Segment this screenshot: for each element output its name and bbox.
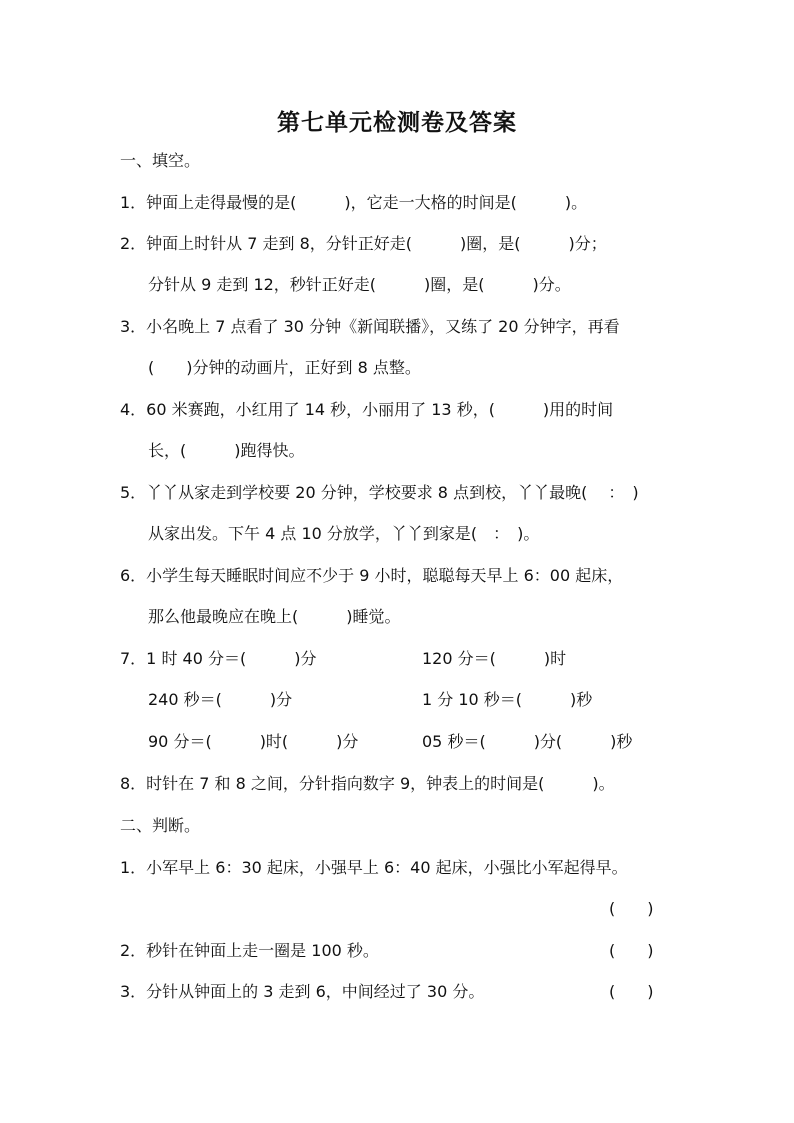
question-2-line-1: 2．钟面上时针从 7 走到 8，分针正好走( )圈，是( )分；: [120, 234, 607, 253]
question-5-line-2: 从家出发。下午 4 点 10 分放学，丫丫到家是( ： )。: [148, 524, 540, 543]
question-6-line-1: 6．小学生每天睡眠时间应不少于 9 小时，聪聪每天早上 6：00 起床，: [120, 566, 624, 585]
question-1: 1．钟面上走得最慢的是( )，它走一大格的时间是( )。: [120, 193, 588, 212]
question-5-line-1: 5．丫丫从家走到学校要 20 分钟，学校要求 8 点到校，丫丫最晚( ： ): [120, 483, 639, 502]
question-7e: 90 分＝( )时( )分: [148, 732, 359, 751]
question-7c: 240 秒＝( )分: [148, 690, 293, 709]
judge-question-3: 3．分针从钟面上的 3 走到 6，中间经过了 30 分。: [120, 982, 485, 1001]
question-7a: 7．1 时 40 分＝( )分: [120, 649, 317, 668]
question-7b: 120 分＝( )时: [422, 649, 567, 668]
section-heading-fill-blank: 一、填空。: [120, 151, 201, 170]
judge-answer-paren-3: ( ): [609, 982, 654, 1001]
question-8: 8．时针在 7 和 8 之间，分针指向数字 9，钟表上的时间是( )。: [120, 774, 615, 793]
judge-question-1: 1．小军早上 6：30 起床，小强早上 6：40 起床，小强比小军起得早。: [120, 858, 628, 877]
judge-answer-paren-2: ( ): [609, 941, 654, 960]
question-6-line-2: 那么他最晚应在晚上( )睡觉。: [148, 607, 401, 626]
question-3-line-1: 3．小名晚上 7 点看了 30 分钟《新闻联播》，又练了 20 分钟字，再看: [120, 317, 620, 336]
question-4-line-1: 4．60 米赛跑，小红用了 14 秒，小丽用了 13 秒，( )用的时间: [120, 400, 614, 419]
section-heading-judge: 二、判断。: [120, 816, 201, 835]
question-2-line-2: 分针从 9 走到 12，秒针正好走( )圈，是( )分。: [148, 275, 571, 294]
question-7d: 1 分 10 秒＝( )秒: [422, 690, 593, 709]
question-3-line-2: ( )分钟的动画片，正好到 8 点整。: [148, 358, 421, 377]
judge-question-2: 2．秒针在钟面上走一圈是 100 秒。: [120, 941, 379, 960]
judge-answer-paren-1: ( ): [609, 899, 654, 918]
question-7f: 05 秒＝( )分( )秒: [422, 732, 633, 751]
question-4-line-2: 长，( )跑得快。: [148, 441, 305, 460]
page-title: 第七单元检测卷及答案: [277, 110, 517, 136]
